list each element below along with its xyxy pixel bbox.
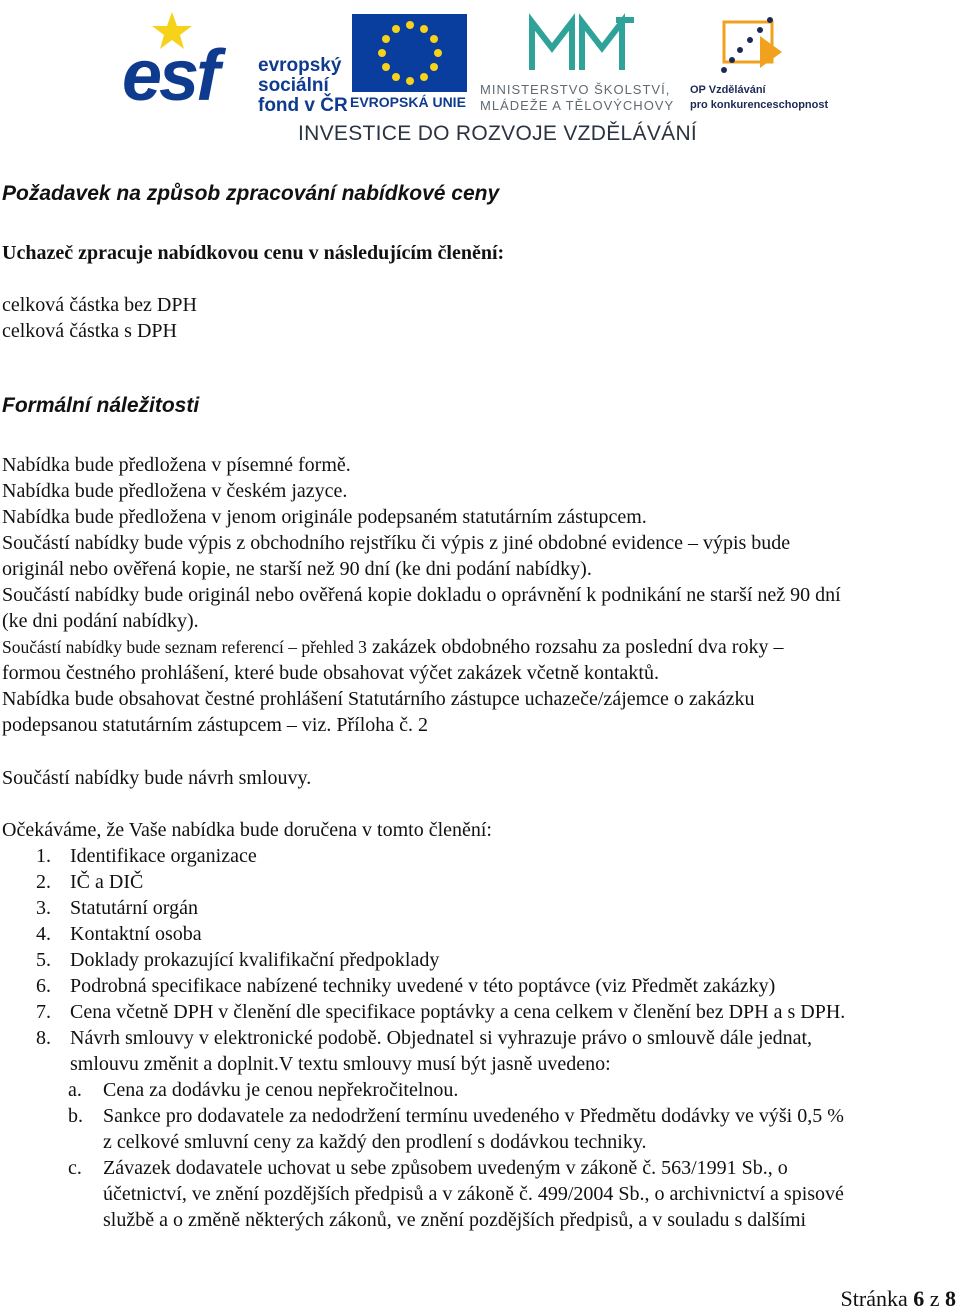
esf-text-line: sociální [258, 75, 329, 96]
declaration-line: podepsanou statutárním zástupcem – viz. Příloha č. 2 [2, 714, 429, 736]
page-number-current: 6 [913, 1286, 925, 1311]
sub-list-text: účetnictví, ve znění pozdějších předpisů a v zákoně č. 499/2004 Sb., o archivnictví a spisové [103, 1183, 844, 1205]
formal-line: (ke dni podání nabídky). [2, 610, 199, 632]
sub-list-text: Sankce pro dodavatele za nedodržení termínu uvedeného v Předmětu dodávky ve výši 0,5 % [103, 1105, 844, 1127]
list-text: Identifikace organizace [70, 845, 257, 867]
header-logo-banner [120, 0, 840, 160]
formal-line: Nabídka bude předložena v písemné formě. [2, 454, 351, 476]
page-number-total: 8 [945, 1286, 956, 1311]
sub-list-letter: b. [68, 1105, 83, 1127]
sub-list-text: z celkové smluvní ceny za každý den prodlení s dodávkou techniky. [103, 1131, 647, 1153]
price-item: celková částka bez DPH [2, 294, 197, 316]
declaration-line: Nabídka bude obsahovat čestné prohlášení Statutárního zástupce uchazeče/zájemce o zakázku [2, 688, 755, 710]
sub-list-letter: a. [68, 1079, 82, 1101]
sub-list-text: Cena za dodávku je cenou nepřekročitelnou. [103, 1079, 459, 1101]
list-text: IČ a DIČ [70, 871, 144, 893]
references-line [2, 634, 783, 660]
references-line: formou čestného prohlášení, které bude obsahovat výčet zakázek včetně kontaktů. [2, 662, 659, 684]
eu-name-text: EVROPSKÁ UNIE [350, 94, 466, 110]
references-rest-text: zakázek obdobného rozsahu za poslední dva roky – [366, 636, 784, 658]
esf-text-line: evropský [258, 55, 342, 76]
page-number-middle: z [924, 1286, 945, 1311]
msmt-text-line: MLÁDEŽE A TĚLOVÝCHOVY [480, 98, 675, 113]
op-text-line: OP Vzdělávání [690, 84, 766, 96]
price-item: celková částka s DPH [2, 320, 177, 342]
list-number: 4. [36, 923, 51, 945]
msmt-text-line: MINISTERSTVO ŠKOLSTVÍ, [480, 82, 671, 97]
formal-line: Nabídka bude předložena v českém jazyce. [2, 480, 348, 502]
contract-line: Součástí nabídky bude návrh smlouvy. [2, 767, 312, 789]
formal-heading: Formální náležitosti [2, 394, 200, 417]
list-text: Doklady prokazující kvalifikační předpoklady [70, 949, 440, 971]
formal-line: originál nebo ověřená kopie, ne starší než 90 dní (ke dni podání nabídky). [2, 558, 592, 580]
references-small-text: Součástí nabídky bude seznam referencí – přehled 3 [2, 637, 367, 657]
expect-intro: Očekáváme, že Vaše nabídka bude doručena v tomto členění: [2, 819, 492, 841]
list-text: Cena včetně DPH v členění dle specifikace poptávky a cena celkem v členění bez DPH a s DPH. [70, 1001, 846, 1023]
sub-list-text: službě a o změně některých zákonů, ve znění pozdějších předpisů, a v souladu s dalšími [103, 1209, 807, 1231]
list-number: 5. [36, 949, 51, 971]
list-number: 8. [36, 1027, 51, 1049]
list-number: 7. [36, 1001, 51, 1023]
sub-list-text: Závazek dodavatele uchovat u sebe způsobem uvedeným v zákoně č. 563/1991 Sb., o [103, 1157, 788, 1179]
price-heading: Požadavek na způsob zpracování nabídkové ceny [2, 182, 500, 205]
page-number-prefix: Stránka [840, 1286, 914, 1311]
list-text: smlouvu změnit a doplnit.V textu smlouvy musí být jasně uvedeno: [70, 1053, 611, 1075]
formal-line: Nabídka bude předložena v jenom originále podepsaném statutárním zástupcem. [2, 506, 647, 528]
list-text: Kontaktní osoba [70, 923, 202, 945]
list-text: Návrh smlouvy v elektronické podobě. Objednatel si vyhrazuje právo o smlouvě dále jednat, [70, 1027, 813, 1049]
sub-list-letter: c. [68, 1157, 82, 1179]
msmt-logo-icon [532, 20, 634, 70]
op-text-line: pro konkurenceschopnost [690, 99, 829, 111]
esf-text-line: fond v ČR [258, 95, 348, 116]
formal-line: Součástí nabídky bude originál nebo ověřená kopie dokladu o oprávnění k podnikání ne starší než 90 dní [2, 584, 841, 606]
formal-line: Součástí nabídky bude výpis z obchodního rejstříku či výpis z jiné obdobné evidence – výpis bude [2, 532, 791, 554]
list-number: 3. [36, 897, 51, 919]
list-text: Podrobná specifikace nabízené techniky uvedené v této poptávce (viz Předmět zakázky) [70, 975, 776, 997]
esf-logo-text: esf [122, 36, 218, 116]
page-number [841, 1286, 956, 1312]
op-logo-icon [721, 17, 782, 73]
slogan-text: INVESTICE DO ROZVOJE VZDĚLÁVÁNÍ [298, 122, 698, 145]
list-number: 2. [36, 871, 51, 893]
list-text: Statutární orgán [70, 897, 198, 919]
list-number: 1. [36, 845, 51, 867]
list-number: 6. [36, 975, 51, 997]
price-intro: Uchazeč zpracuje nabídkovou cenu v následujícím členění: [2, 242, 505, 264]
